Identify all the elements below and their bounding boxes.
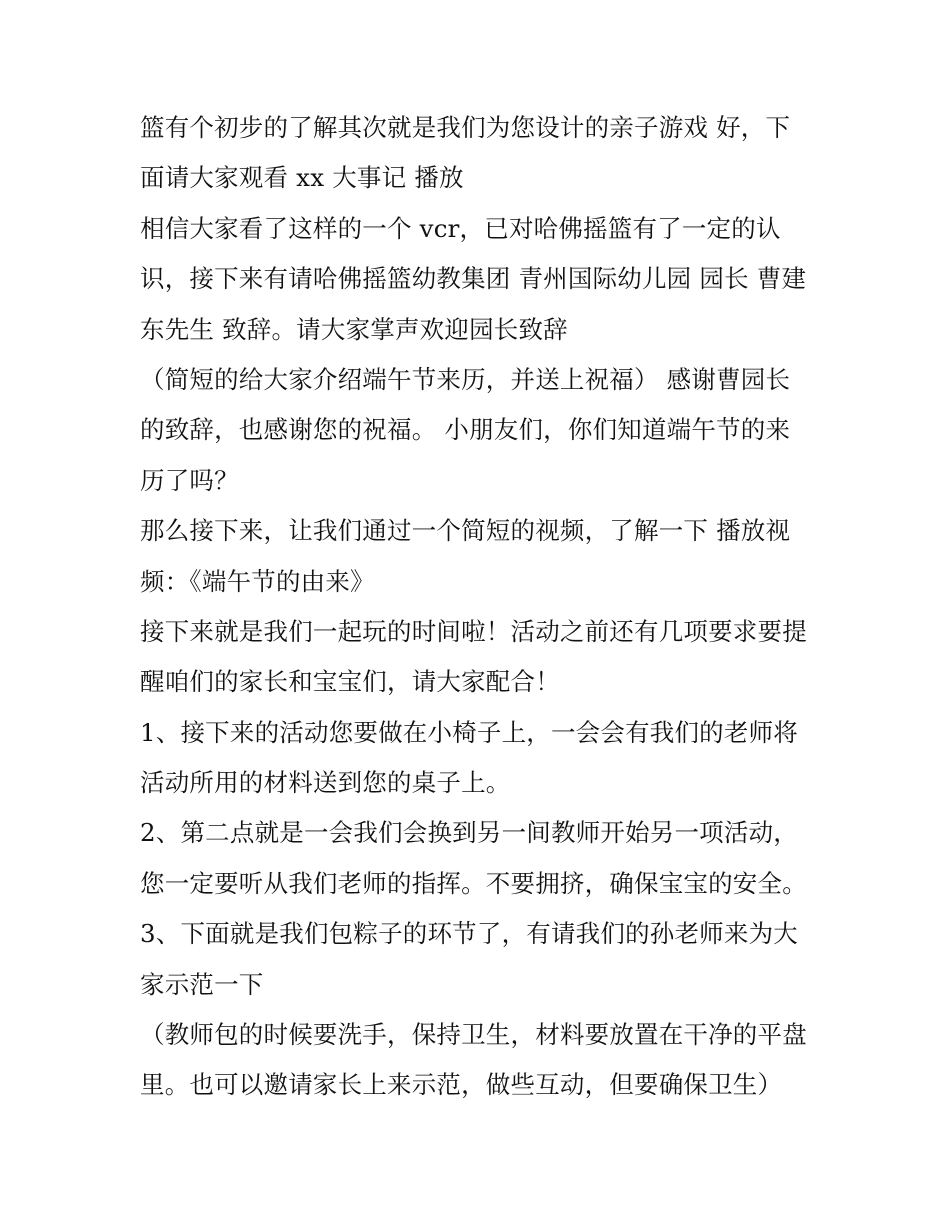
text-line: 1、接下来的活动您要做在小椅子上，一会会有我们的老师将 [140,717,798,747]
text-line: 接下来就是我们一起玩的时间啦！活动之前还有几项要求要提 [140,616,807,646]
text-line: 您一定要听从我们老师的指挥。不要拥挤，确保宝宝的安全。 [140,868,807,898]
text-line: 的致辞，也感谢您的祝福。 小朋友们，你们知道端午节的来 [140,415,791,445]
text-line: 篮有个初步的了解其次就是我们为您设计的亲子游戏 好，下 [140,113,791,142]
text-line: 识，接下来有请哈佛摇篮幼教集团 青州国际幼儿园 园长 曹建 [140,264,807,294]
text-line: 活动所用的材料送到您的桌子上。 [140,768,511,798]
text-line: 相信大家看了这样的一个 vcr，已对哈佛摇篮有了一定的认 [140,213,781,243]
text-line: 历了吗？ [140,465,239,495]
text-line: 面请大家观看 xx 大事记 播放 [140,163,464,193]
text-line: 2、第二点就是一会我们会换到另一间教师开始另一项活动， [140,818,798,848]
text-line: 东先生 致辞。请大家掌声欢迎园长致辞 [140,314,568,344]
text-line: 那么接下来，让我们通过一个简短的视频，了解一下 播放视 [140,516,791,546]
text-line: 3、下面就是我们包粽子的环节了，有请我们的孙老师来为大 [140,919,798,949]
text-line: （简短的给大家介绍端午节来历，并送上祝福） 感谢曹园长 [140,364,791,394]
text-line: （教师包的时候要洗手，保持卫生，材料要放置在干净的平盘 [140,1020,807,1050]
document-body [140,103,820,1111]
text-line: 家示范一下 [140,969,264,999]
text-line: 频：《端午节的由来》 [140,566,375,596]
text-line: 醒咱们的家长和宝宝们，请大家配合！ [140,667,560,697]
text-line: 里。也可以邀请家长上来示范，做些互动，但要确保卫生） [140,1070,783,1100]
